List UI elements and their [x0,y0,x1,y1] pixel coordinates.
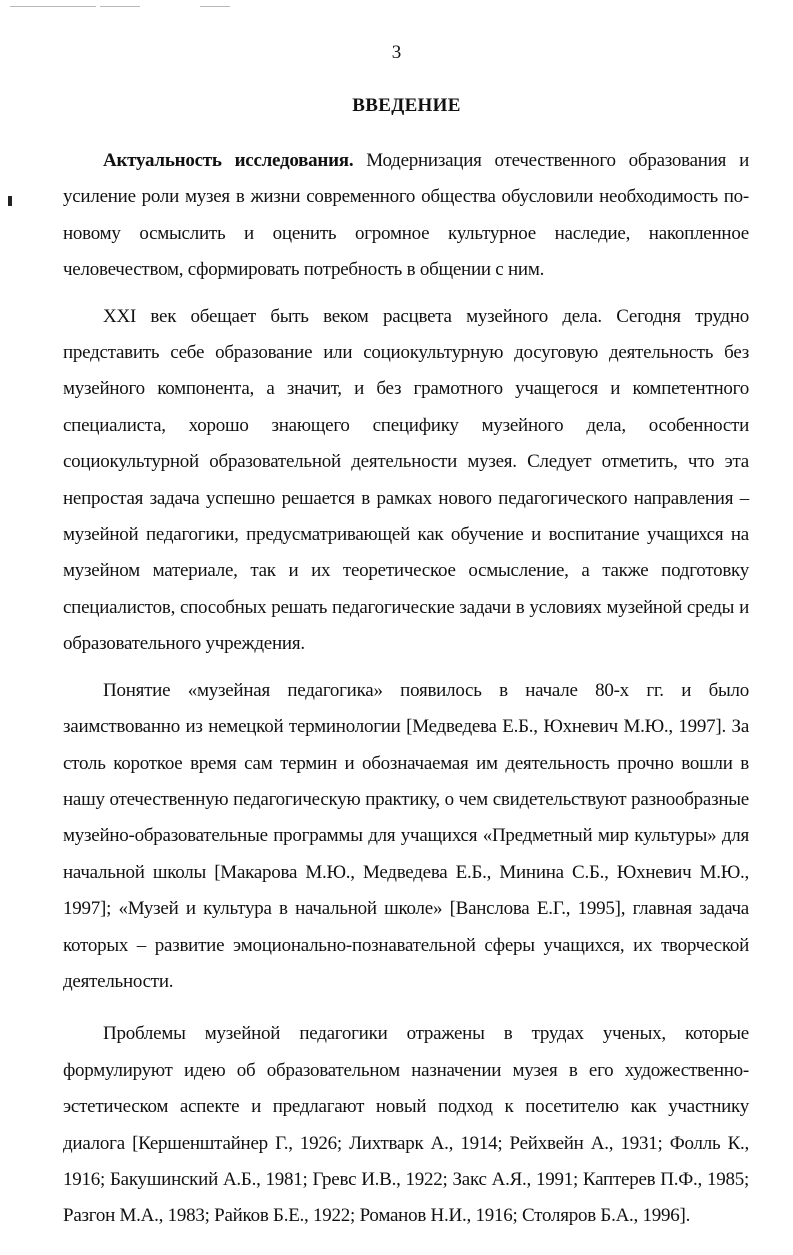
margin-mark [8,196,12,206]
paragraph-lead: Актуальность исследования. [103,150,354,171]
paragraph-text: Модернизация отечественного образования и усиление роли музея в жизни современного общества обусловили необходимость по-новому осмыслить и оценить огромное культурное наследие, накопленное человечеством, сформировать потребность в общении с ним. [63,150,750,281]
paragraph-concept: Понятие «музейная педагогика» появилось в начале 80-х гг. и было заимствованно из немецкой терминологии [Медведева Е.Б., Юхневич М.Ю., 1997]. За столь короткое время сам термин и обозначаемая им деятельность прочно вошли в нашу отечественную педагогическую практику, о чем свидетельствуют разнообразные музейно-образовательные программы для учащихся «Предметный мир культуры» для начальной школы [Макарова М.Ю., Медведева Е.Б., Минина С.Б., Юхневич М.Ю., 1997]; «Музей и культура в начальной школе» [Ванслова Е.Г., 1995], главная задача которых – развитие эмоционально-познавательной сферы учащихся, их творческой деятельности. [63,679,749,992]
scan-artifact-line [100,6,140,7]
scan-artifact-line [10,6,96,7]
page-number: 3 [391,42,402,63]
paragraph-xxi-century: XXI век обещает быть веком расцвета музейного дела. Сегодня трудно представить себе образование или социокультурную досуговую деятельность без музейного компонента, а значит, и без грамотного учащегося и компетентного специалиста, хорошо знающего специфику музейного дела, особенности социокультурной образовательной деятельности музея. Следует отметить, что эта непростая задача успешно решается в рамках нового педагогического направления – музейной педагогики, предусматривающей как обучение и воспитание учащихся на музейном материале, так и их теоретическое осмысление, а также подготовку специалистов, способных решать педагогические задачи в условиях музейной среды и образовательного учреждения. [63,305,749,655]
scan-artifact-line [200,6,230,7]
paragraph-relevance [63,143,749,289]
document-body [63,143,749,1235]
paragraph-problems: Проблемы музейной педагогики отражены в трудах ученых, которые формулируют идею об образовательном назначении музея в его художественно-эстетическом аспекте и предлагают новый подход к посетителю как участнику диалога [Кершенштайнер Г., 1926; Лихтварк А., 1914; Рейхвейн А., 1931; Фолль К., 1916; Бакушинский А.Б., 1981; Гревс И.В., 1922; Закс А.Я., 1991; Каптерев П.Ф., 1985; Разгон М.А., 1983; Райков Б.Е., 1922; Романов Н.И., 1916; Столяров Б.А., 1996]. [63,1023,749,1227]
page-title: ВВЕДЕНИЕ [352,95,461,116]
